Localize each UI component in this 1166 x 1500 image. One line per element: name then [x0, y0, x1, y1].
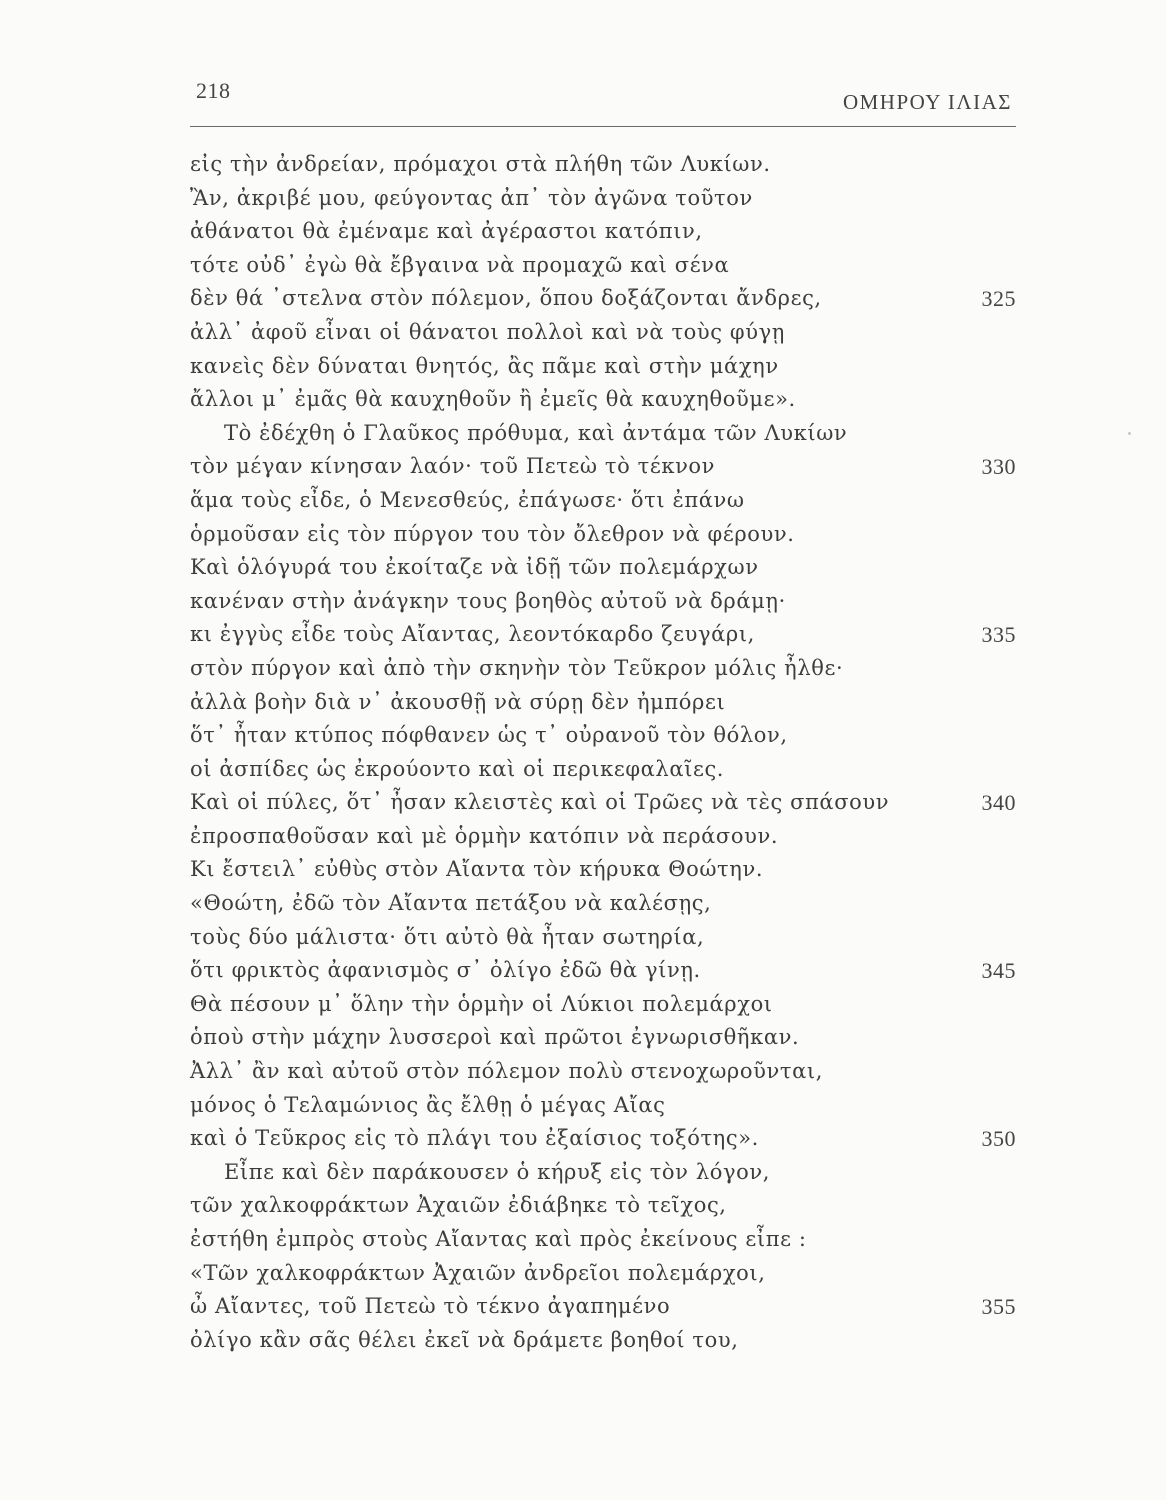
- verse-line: [190, 954, 1020, 988]
- verse-line: [190, 249, 1020, 283]
- verse-line: [190, 1021, 1020, 1055]
- running-title: ΟΜΗΡΟΥ ΙΛΙΑΣ: [842, 90, 1012, 114]
- verse-line: [190, 350, 1020, 384]
- verse-text: στὸν πύργον καὶ ἀπὸ τὴν σκηνὴν τὸν Τεῦκρον μόλις ἦλθε·: [190, 655, 844, 680]
- line-number: 330: [981, 454, 1016, 480]
- verse-text: «Θοώτη, ἐδῶ τὸν Αἴαντα πετάξου νὰ καλέσῃς,: [190, 891, 712, 916]
- verse-text: τῶν χαλκοφράκτων Ἀχαιῶν ἐδιάβηκε τὸ τεῖχος,: [190, 1193, 727, 1218]
- verse-text: Καὶ ὁλόγυρά του ἐκοίταζε νὰ ἰδῇ τῶν πολεμάρχων: [190, 555, 759, 580]
- verse-text: ὅτ᾽ ἦταν κτύπος πόφθανεν ὡς τ᾽ οὐρανοῦ τὸν θόλον,: [190, 723, 788, 748]
- verse-text: κανεὶς δὲν δύναται θνητός, ἂς πᾶμε καὶ στὴν μάχην: [190, 353, 779, 378]
- verse-line: [190, 316, 1020, 350]
- verse-text: τοὺς δύο μάλιστα· ὅτι αὐτὸ θὰ ἦταν σωτηρία,: [190, 924, 705, 949]
- verse-line: [190, 383, 1020, 417]
- verse-line: [190, 887, 1020, 921]
- verse-line: [190, 1122, 1020, 1156]
- line-number: 325: [981, 286, 1016, 312]
- verse-line: [190, 719, 1020, 753]
- verse-line: [190, 1257, 1020, 1291]
- verse-line: [190, 618, 1020, 652]
- page-number: 218: [196, 78, 231, 103]
- verse-text: ὅτι φρικτὸς ἀφανισμὸς σ᾽ ὀλίγο ἐδῶ θὰ γίνῃ.: [190, 958, 701, 983]
- line-number: 345: [981, 958, 1016, 984]
- verse-text: ἄλλοι μ᾽ ἐμᾶς θὰ καυχηθοῦν ἢ ἐμεῖς θὰ καυχηθοῦμε».: [190, 387, 796, 412]
- verse-list: [190, 148, 1020, 1357]
- verse-line: [190, 853, 1020, 887]
- verse-text: Εἶπε καὶ δὲν παράκουσεν ὁ κήρυξ εἰς τὸν λόγον,: [224, 1159, 771, 1184]
- verse-line: [190, 484, 1020, 518]
- verse-text: Κι ἔστειλ᾽ εὐθὺς στὸν Αἴαντα τὸν κήρυκα Θοώτην.: [190, 857, 764, 882]
- verse-line: [190, 686, 1020, 720]
- verse-text: εἰς τὴν ἀνδρείαν, πρόμαχοι στὰ πλήθη τῶν Λυκίων.: [190, 152, 771, 176]
- verse-text: ἐστήθη ἐμπρὸς στοὺς Αἴαντας καὶ πρὸς ἐκείνους εἶπε :: [190, 1227, 807, 1251]
- verse-line: [190, 417, 1020, 451]
- verse-line: [190, 182, 1020, 216]
- line-number: 350: [981, 1126, 1016, 1152]
- verse-line: [190, 921, 1020, 955]
- verse-text: μόνος ὁ Τελαμώνιος ἂς ἔλθῃ ὁ μέγας Αἴας: [190, 1092, 666, 1117]
- verse-text: κι ἐγγὺς εἶδε τοὺς Αἴαντας, λεοντόκαρδο ζευγάρι,: [190, 622, 755, 647]
- verse-line: [190, 148, 1020, 182]
- verse-text: τότε οὐδ᾽ ἐγὼ θὰ ἔβγαινα νὰ προμαχῶ καὶ σένα: [190, 252, 730, 277]
- verse-text: τὸν μέγαν κίνησαν λαόν· τοῦ Πετεὼ τὸ τέκνον: [190, 454, 716, 479]
- verse-text: ἀλλὰ βοὴν διὰ ν᾽ ἀκουσθῇ νὰ σύρῃ δὲν ἠμπόρει: [190, 689, 726, 714]
- line-number: 340: [981, 790, 1016, 816]
- verse-text: ἀθάνατοι θὰ ἐμέναμε καὶ ἀγέραστοι κατόπιν,: [190, 219, 703, 244]
- verse-text: Ἀλλ᾽ ἂν καὶ αὐτοῦ στὸν πόλεμον πολὺ στενοχωροῦνται,: [190, 1059, 823, 1084]
- verse-line: [190, 1290, 1020, 1324]
- verse-line: [190, 1089, 1020, 1123]
- verse-line: [190, 1055, 1020, 1089]
- line-number: 335: [981, 622, 1016, 648]
- paper-speck: [1128, 432, 1131, 435]
- verse-text: καὶ ὁ Τεῦκρος εἰς τὸ πλάγι του ἐξαίσιος τοξότης».: [190, 1126, 759, 1151]
- verse-text: Τὸ ἐδέχθη ὁ Γλαῦκος πρόθυμα, καὶ ἀντάμα τῶν Λυκίων: [224, 420, 848, 445]
- verse-text: ὀλίγο κἂν σᾶς θέλει ἐκεῖ νὰ δράμετε βοηθοί του,: [190, 1327, 739, 1352]
- verse-text: Ἂν, ἀκριβέ μου, φεύγοντας ἀπ᾽ τὸν ἀγῶνα τοῦτον: [190, 185, 753, 210]
- verse-line: [190, 450, 1020, 484]
- verse-line: [190, 518, 1020, 552]
- verse-text: «Τῶν χαλκοφράκτων Ἀχαιῶν ἀνδρεῖοι πολεμάρχοι,: [190, 1260, 766, 1285]
- verse-line: [190, 1324, 1020, 1358]
- verse-text: ὁρμοῦσαν εἰς τὸν πύργον του τὸν ὄλεθρον νὰ φέρουν.: [190, 521, 795, 546]
- verse-text: Καὶ οἱ πύλες, ὅτ᾽ ἦσαν κλειστὲς καὶ οἱ Τρῶες νὰ τὲς σπάσουν: [190, 790, 890, 815]
- verse-line: [190, 551, 1020, 585]
- verse-text: ἀλλ᾽ ἀφοῦ εἶναι οἱ θάνατοι πολλοὶ καὶ νὰ τοὺς φύγῃ: [190, 319, 785, 344]
- verse-line: [190, 1223, 1020, 1257]
- verse-line: [190, 786, 1020, 820]
- line-number: 355: [981, 1294, 1016, 1320]
- verse-text: ὁποὺ στὴν μάχην λυσσεροὶ καὶ πρῶτοι ἐγνωρισθῆκαν.: [190, 1025, 800, 1050]
- verse-line: [190, 753, 1020, 787]
- verse-text: κανέναν στὴν ἀνάγκην τους βοηθὸς αὐτοῦ νὰ δράμῃ·: [190, 588, 786, 613]
- verse-text: ὦ Αἴαντες, τοῦ Πετεὼ τὸ τέκνο ἀγαπημένο: [190, 1294, 671, 1319]
- verse-line: [190, 1189, 1020, 1223]
- verse-line: [190, 652, 1020, 686]
- verse-line: [190, 820, 1020, 854]
- verse-text: δὲν θά ᾽στελνα στὸν πόλεμον, ὅπου δοξάζονται ἄνδρες,: [190, 286, 822, 311]
- verse-text: ἅμα τοὺς εἶδε, ὁ Μενεσθεύς, ἐπάγωσε· ὅτι ἐπάνω: [190, 487, 745, 512]
- verse-text: ἐπροσπαθοῦσαν καὶ μὲ ὁρμὴν κατόπιν νὰ περάσουν.: [190, 823, 779, 848]
- verse-line: [190, 1156, 1020, 1190]
- verse-line: [190, 585, 1020, 619]
- verse-text: Θὰ πέσουν μ᾽ ὅλην τὴν ὁρμὴν οἱ Λύκιοι πολεμάρχοι: [190, 991, 773, 1016]
- verse-line: [190, 988, 1020, 1022]
- page-header: [190, 78, 1016, 127]
- verse-text: οἱ ἀσπίδες ὡς ἐκρούοντο καὶ οἱ περικεφαλαῖες.: [190, 756, 725, 781]
- verse-line: [190, 215, 1020, 249]
- verse-line: [190, 282, 1020, 316]
